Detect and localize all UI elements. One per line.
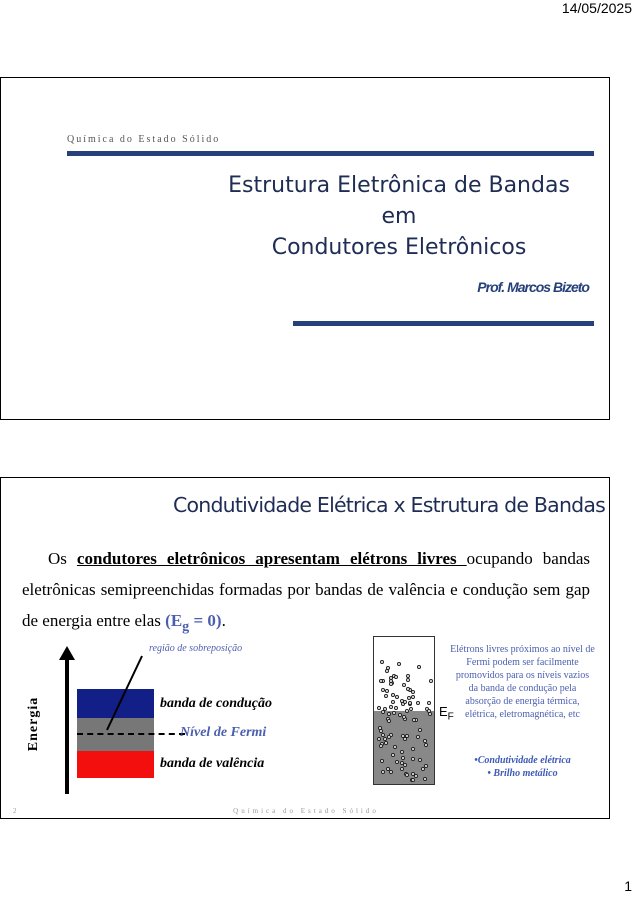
electron-dot (381, 733, 385, 737)
electron-dot (389, 705, 393, 709)
electron-dot (379, 729, 383, 733)
para-text: Os (48, 549, 77, 568)
electron-dot (406, 678, 410, 682)
print-date: 14/05/2025 (561, 0, 632, 16)
para-text: . (221, 611, 226, 630)
electron-dot (380, 759, 384, 763)
slide-1-title (181, 170, 617, 263)
electron-dot (406, 674, 410, 678)
conduction-label: banda de condução (160, 696, 272, 711)
electron-dot (391, 700, 395, 704)
electron-dot (405, 709, 409, 713)
electron-dot (381, 710, 385, 714)
slide-2 (0, 477, 610, 819)
electron-dot (402, 683, 406, 687)
title-line-3: Condutores Eletrônicos (271, 235, 527, 260)
course-label: Química do Estado Sólido (67, 134, 221, 145)
electron-dot (384, 741, 388, 745)
electron-dot (394, 675, 398, 679)
electron-dot (397, 662, 401, 666)
para-emphasis: condutores eletrônicos apresentam elétrons livres (76, 549, 467, 568)
author: Prof. Marcos Bizeto (477, 279, 589, 295)
electron-dot (427, 709, 431, 713)
electron-dot (394, 706, 398, 710)
slide-2-paragraph (22, 543, 590, 642)
electron-dot (424, 743, 428, 747)
divider-bottom (293, 321, 594, 326)
divider-top (67, 151, 594, 156)
electron-dot (395, 695, 399, 699)
slide-footer: Química do Estado Sólido (233, 807, 379, 815)
overlap-label: região de sobreposição (149, 643, 243, 654)
electron-dot (395, 760, 399, 764)
electron-dot (386, 767, 390, 771)
electron-dot (423, 777, 427, 781)
page-number: 1 (624, 878, 632, 894)
property-item: • Brilho metálico (487, 768, 558, 779)
valence-band (77, 751, 154, 778)
band-diagram (26, 643, 305, 796)
electron-dot (411, 747, 415, 751)
title-line-1: Estrutura Eletrônica de Bandas (228, 173, 570, 198)
electron-dot (387, 735, 391, 739)
electron-dot (421, 767, 425, 771)
electron-dot (401, 756, 405, 760)
electron-dot (411, 690, 415, 694)
valence-label: banda de valência (160, 756, 265, 771)
electron-dot (380, 660, 384, 664)
electron-dot (416, 701, 420, 705)
electron-dot (385, 689, 389, 693)
electron-dot (391, 753, 395, 757)
overlap-pointer (45, 646, 185, 736)
electron-dot (427, 701, 431, 705)
electron-dot (401, 734, 405, 738)
electron-dot (423, 739, 427, 743)
energy-label: Energia (26, 696, 42, 752)
electron-dot (389, 682, 393, 686)
electron-dot (392, 711, 396, 715)
slide-number: 2 (13, 807, 17, 815)
electron-dot (408, 701, 412, 705)
slide-1 (0, 77, 610, 420)
electron-dot (418, 758, 422, 762)
property-list (450, 754, 595, 780)
description: Elétrons livres próximos ao nível de Fermi podem ser facilmente promovidos para os níveis vazios da banda de condução pela absorção de energia térmica, elétrica, eletromagnética, etc (450, 644, 595, 720)
electron-dot (411, 695, 415, 699)
electron-dot (385, 669, 389, 673)
fermi-label: Nível de Fermi (180, 725, 267, 740)
electron-dot (387, 712, 391, 716)
electron-dot (379, 744, 383, 748)
electron-dot (389, 676, 393, 680)
electron-dot (429, 679, 433, 683)
electron-fermi-illustration (373, 636, 435, 785)
electron-dot (400, 767, 404, 771)
electron-dot (402, 715, 406, 719)
title-line-2: em (381, 204, 417, 229)
fermi-energy-label: $E_F$ (439, 704, 454, 723)
slide-2-title: Condutividade Elétrica x Estrutura de Bandas (173, 493, 605, 517)
gap-equation: $(E_g = 0)$ (165, 611, 222, 635)
para-text: ocupando bandas eletrônicas semipreenchidas formadas por bandas de valência e condução sem gap de energia entre elas (22, 549, 590, 630)
electron-dot (384, 694, 388, 698)
property-item: •Condutividade elétrica (474, 755, 571, 766)
electron-dot (417, 665, 421, 669)
